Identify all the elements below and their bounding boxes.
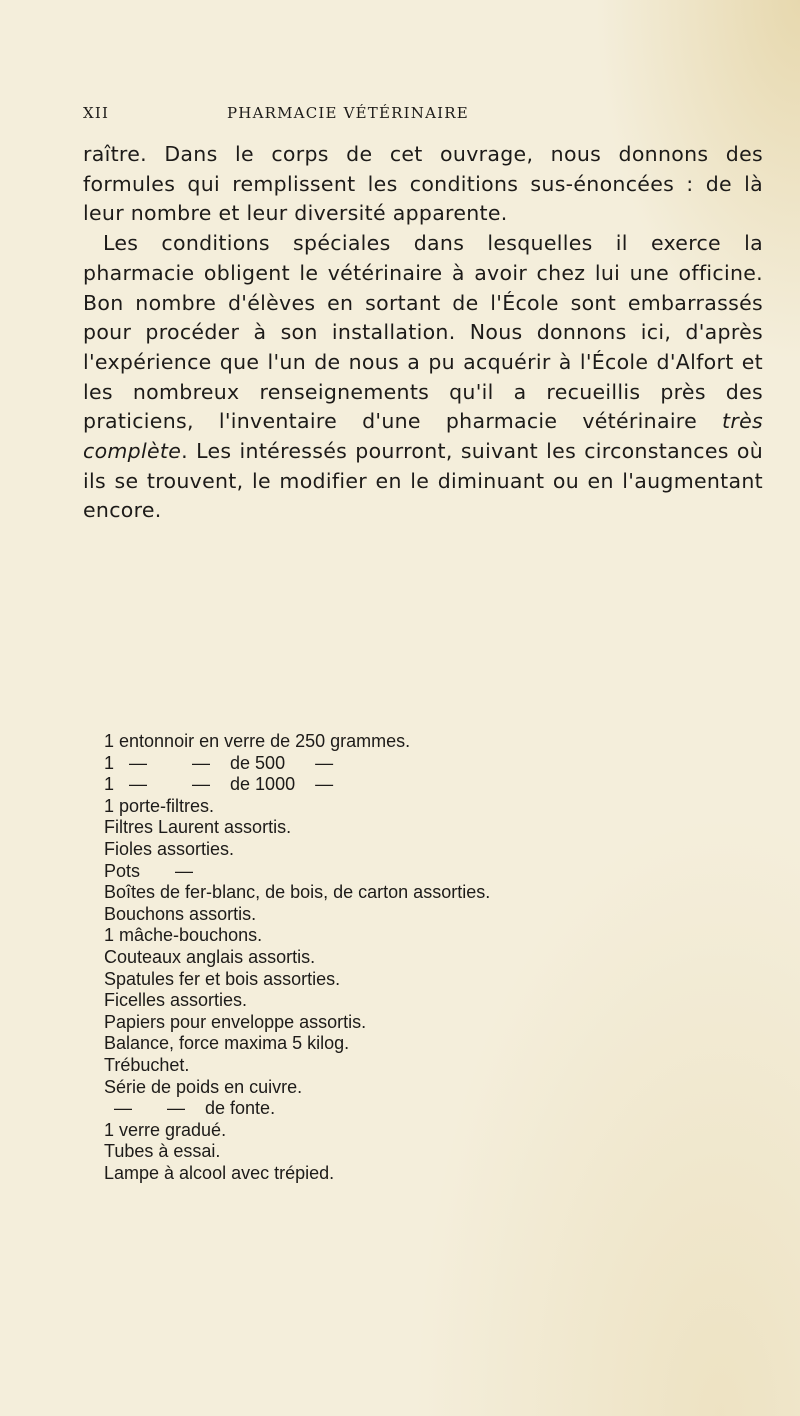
paragraph-2-start: Les conditions spéciales dans lesquelles il exerce la pharmacie obligent le vétérinaire à avoir chez lui une officine. Bon nombre d'élèves en sortant de l'École sont embarrassés pour procéder à son installation. Nous donnons ici, d'après l'expérience que l'un de nous a pu acquérir à l'École d'Alfort et les nombreux renseignements qu'il a recueillis près des praticiens, l'inventaire d'une pharmacie vétérinaire xyxy=(83,231,763,434)
inventory-item: Trébuchet. xyxy=(104,1054,190,1075)
inventory-item: Couteaux anglais assortis. xyxy=(104,946,316,967)
inventory-item: 1 — — de 500 — xyxy=(104,752,334,773)
inventory-item: Spatules fer et bois assorties. xyxy=(104,968,341,989)
page-number: XII xyxy=(83,104,110,122)
inventory-item: 1 entonnoir en verre de 250 grammes. xyxy=(104,731,411,751)
inventory-item: Ficelles assorties. xyxy=(104,990,248,1011)
inventory-item: Pots — xyxy=(104,860,194,881)
inventory-item: 1 porte-filtres. xyxy=(104,795,215,816)
inventory-item: Boîtes de fer-blanc, de bois, de carton assorties. xyxy=(104,882,491,903)
paragraph-2-end: . Les intéressés pourront, suivant les circonstances où ils se trouvent, le modifier en le diminuant ou en l'augmentant encore. xyxy=(83,439,763,523)
inventory-item: Papiers pour enveloppe assortis. xyxy=(104,1011,367,1032)
inventory-item: — — de fonte. xyxy=(104,1098,276,1119)
inventory-item: Fioles assorties. xyxy=(104,838,235,859)
running-head xyxy=(83,104,623,128)
body-text xyxy=(83,140,763,526)
inventory-item: 1 — — de 1000 — xyxy=(104,774,334,795)
inventory-list xyxy=(104,731,744,1184)
inventory-item: 1 mâche-bouchons. xyxy=(104,925,263,946)
running-head-title: PHARMACIE VÉTÉRINAIRE xyxy=(227,104,469,122)
inventory-item: Série de poids en cuivre. xyxy=(104,1076,303,1097)
inventory-item: Filtres Laurent assortis. xyxy=(104,817,292,838)
inventory-item: Balance, force maxima 5 kilog. xyxy=(104,1033,350,1054)
inventory-item: 1 verre gradué. xyxy=(104,1119,227,1140)
inventory-item: Lampe à alcool avec trépied. xyxy=(104,1162,335,1183)
inventory-item: Bouchons assortis. xyxy=(104,903,257,924)
paragraph-2 xyxy=(83,229,763,526)
paragraph-2-emphasis: très complète xyxy=(83,409,763,464)
inventory-item: Tubes à essai. xyxy=(104,1141,221,1162)
paragraph-1: raître. Dans le corps de cet ouvrage, nous donnons des formules qui remplissent les conditions sus-énoncées : de là leur nombre et leur diversité apparente. xyxy=(83,142,763,226)
